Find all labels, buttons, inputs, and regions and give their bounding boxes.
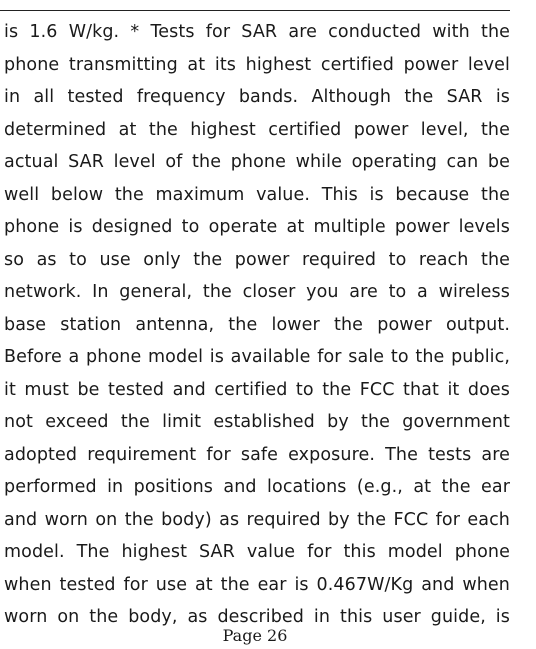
page-number: Page 26 <box>222 626 288 645</box>
text-line: and worn on the body) as required by the FCC for each <box>4 509 510 530</box>
text-line: in all tested frequency bands. Although the SAR is <box>4 87 510 107</box>
text-line: so as to use only the power required to reach the <box>4 249 510 270</box>
text-line: base station antenna, the lower the power output. <box>4 314 510 335</box>
body-paragraph <box>4 16 510 634</box>
text-line: phone transmitting at its highest certified power level <box>4 54 510 75</box>
text-line: it must be tested and certified to the FCC that it does <box>4 379 510 400</box>
text-line: Before a phone model is available for sale to the public, <box>4 347 510 367</box>
text-line: worn on the body, as described in this user guide, is <box>4 607 510 627</box>
text-line: adopted requirement for safe exposure. The tests are <box>4 444 510 465</box>
text-line: phone is designed to operate at multiple power levels <box>4 217 510 237</box>
text-line: actual SAR level of the phone while operating can be <box>4 152 510 172</box>
text-line: performed in positions and locations (e.g., at the ear <box>4 477 510 497</box>
text-line: is 1.6 W/kg. * Tests for SAR are conducted with the <box>4 22 510 42</box>
text-line: when tested for use at the ear is 0.467W/Kg and when <box>4 574 510 595</box>
header-rule <box>0 10 510 11</box>
text-line: determined at the highest certified power level, the <box>4 119 510 140</box>
text-line: not exceed the limit established by the government <box>4 412 510 432</box>
text-line: network. In general, the closer you are to a wireless <box>4 282 510 302</box>
text-line: well below the maximum value. This is because the <box>4 184 510 205</box>
text-line: model. The highest SAR value for this model phone <box>4 542 510 562</box>
